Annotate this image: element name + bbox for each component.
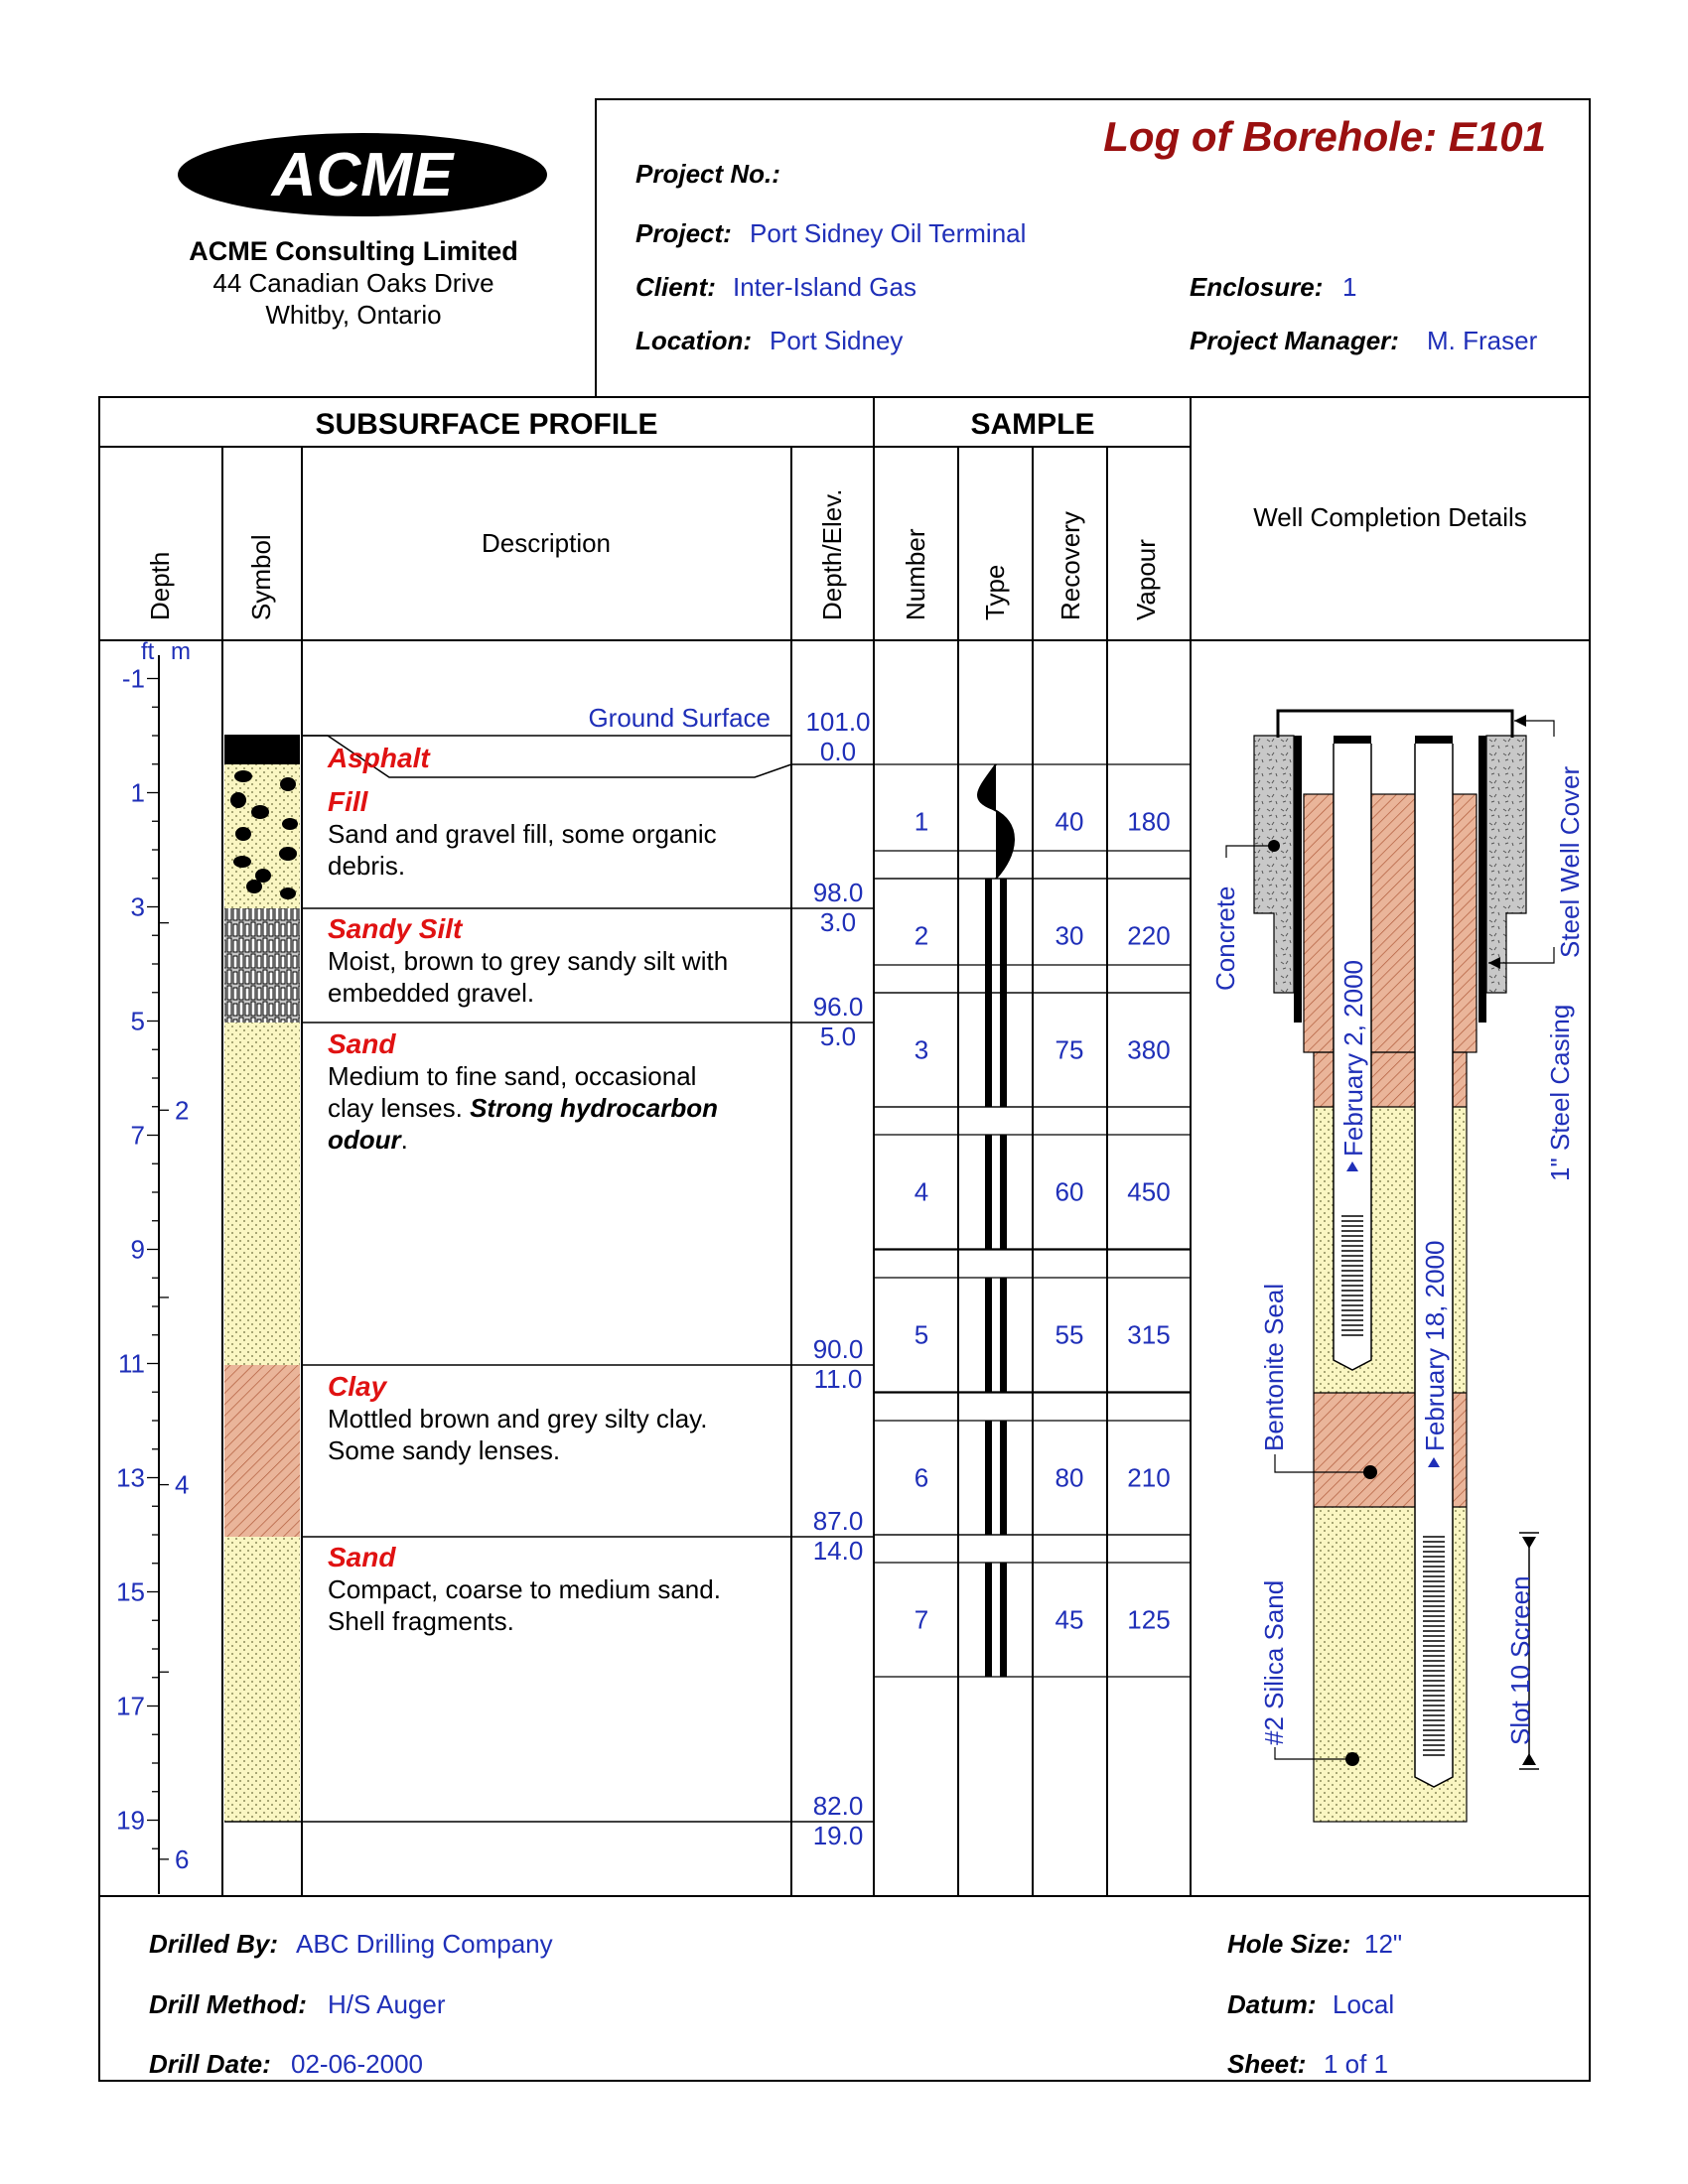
depth-ft-tick: 3 <box>130 891 145 922</box>
m-unit-label: m <box>171 638 191 665</box>
depth-heading: Depth <box>145 551 175 620</box>
company-name: ACME Consulting Limited <box>189 236 518 266</box>
sample-core-mark <box>985 1135 992 1249</box>
depth-ft-tick: 15 <box>116 1576 145 1607</box>
company-block <box>178 133 547 330</box>
slot-screen-label: Slot 10 Screen <box>1505 1575 1535 1745</box>
recovery-heading: Recovery <box>1055 511 1085 620</box>
sample-core-mark <box>985 879 992 993</box>
sample-core-mark <box>985 1278 992 1392</box>
project-value: Port Sidney Oil Terminal <box>750 218 1027 248</box>
layer-desc-line: embedded gravel. <box>328 978 535 1008</box>
layer-desc-bold: Strong hydrocarbon <box>470 1093 718 1123</box>
sample-vapour: 210 <box>1127 1462 1171 1493</box>
layer-bottom-elev: 87.0 <box>812 1506 864 1536</box>
column-headings <box>145 408 1527 620</box>
depth-m-tick: 6 <box>175 1843 190 1874</box>
sample-number: 6 <box>914 1462 929 1493</box>
layer-desc-line <box>328 1093 718 1123</box>
concrete-label: Concrete <box>1210 886 1240 991</box>
sample-recovery: 30 <box>1055 920 1084 951</box>
number-heading: Number <box>901 528 930 620</box>
layer-desc-line: Mottled brown and grey silty clay. <box>328 1404 708 1433</box>
sample-core-mark <box>985 1563 992 1677</box>
layer-top: 3.0 <box>819 907 857 937</box>
depth-ft-tick: 19 <box>116 1805 145 1836</box>
hole-size-value: 12" <box>1364 1929 1403 1959</box>
steel-casing-left <box>1294 736 1302 1023</box>
layer-desc-plain: . <box>400 1125 408 1155</box>
layer-desc-line: Moist, brown to grey sandy silt with <box>328 946 729 976</box>
steel-casing-label: 1" Steel Casing <box>1545 1004 1575 1181</box>
company-address-1: 44 Canadian Oaks Drive <box>212 268 494 298</box>
sample-number: 7 <box>914 1604 929 1635</box>
sample-vapour: 315 <box>1127 1319 1171 1350</box>
steel-casing-right <box>1478 736 1486 1023</box>
sample-number: 5 <box>914 1319 929 1350</box>
footer-block <box>149 1929 1402 2079</box>
enclosure-value: 1 <box>1342 272 1357 302</box>
hole-size-label: Hole Size: <box>1227 1929 1351 1959</box>
sandy-silt-symbol <box>224 908 300 1023</box>
datum-label: Datum: <box>1227 1989 1317 2019</box>
sample-number: 4 <box>914 1176 929 1207</box>
description-heading: Description <box>481 528 612 558</box>
asphalt-symbol <box>224 735 300 764</box>
manager-label: Project Manager: <box>1190 326 1399 355</box>
sheet-value: 1 of 1 <box>1324 2049 1389 2079</box>
vapour-heading: Vapour <box>1131 539 1161 620</box>
sample-number: 1 <box>914 806 929 837</box>
sample-number: 2 <box>914 920 929 951</box>
log-title: Log of Borehole: E101 <box>1103 113 1546 160</box>
layer-desc-line: debris. <box>328 851 406 881</box>
sample-vapour: 450 <box>1127 1176 1171 1207</box>
company-address-2: Whitby, Ontario <box>265 300 442 330</box>
layer-desc-plain: clay lenses. <box>328 1093 471 1123</box>
steel-well-cover-label: Steel Well Cover <box>1555 765 1585 958</box>
project-no-label: Project No.: <box>635 159 780 189</box>
well-heading: Well Completion Details <box>1253 502 1527 532</box>
drilled-by-label: Drilled By: <box>149 1929 279 1959</box>
depth-elev-heading: Depth/Elev. <box>817 488 847 620</box>
layer-name: Sandy Silt <box>328 913 463 944</box>
layer-bottom-elev: 90.0 <box>812 1334 864 1364</box>
sample-recovery: 40 <box>1055 806 1084 837</box>
layer-desc-line: Sand and gravel fill, some organic <box>328 819 717 849</box>
drilled-by-value: ABC Drilling Company <box>296 1929 553 1959</box>
symbol-column <box>224 735 300 1822</box>
concrete-left <box>1254 736 1294 993</box>
sample-recovery: 75 <box>1055 1034 1084 1065</box>
layer-desc-bold: odour <box>328 1125 401 1155</box>
drill-method-label: Drill Method: <box>149 1989 307 2019</box>
layer-name: Clay <box>328 1371 387 1402</box>
client-label: Client: <box>635 272 716 302</box>
sample-recovery: 45 <box>1055 1604 1084 1635</box>
depth-ft-tick: -1 <box>121 663 145 694</box>
datum-value: Local <box>1333 1989 1395 2019</box>
ground-surface-elev: 101.0 <box>805 707 871 737</box>
layer-top: 0.0 <box>819 737 857 766</box>
end-depth: 19.0 <box>812 1821 864 1850</box>
manager-value: M. Fraser <box>1427 326 1538 355</box>
ft-unit-label: ft <box>141 638 155 665</box>
sample-core-mark <box>985 993 992 1107</box>
silica-sand-label: #2 Silica Sand <box>1259 1579 1289 1745</box>
layer-desc-line: Some sandy lenses. <box>328 1435 561 1465</box>
depth-ft-tick: 11 <box>118 1348 145 1379</box>
layer-bottom-elev: 96.0 <box>812 992 864 1022</box>
depth-ft-tick: 17 <box>116 1691 145 1721</box>
subsurface-heading: SUBSURFACE PROFILE <box>315 408 658 441</box>
depth-ft-tick: 5 <box>130 1006 145 1036</box>
sample-recovery: 80 <box>1055 1462 1084 1493</box>
layer-desc-line: Medium to fine sand, occasional <box>328 1061 697 1091</box>
sample-heading: SAMPLE <box>970 408 1095 441</box>
well-completion-diagram <box>1210 711 1585 1822</box>
project-label: Project: <box>635 218 732 248</box>
sample-recovery: 60 <box>1055 1176 1084 1207</box>
depth-ft-tick: 9 <box>130 1234 145 1265</box>
layer-top: 14.0 <box>812 1536 864 1566</box>
sample-recovery: 55 <box>1055 1319 1084 1350</box>
client-value: Inter-Island Gas <box>733 272 916 302</box>
depth-m-tick: 2 <box>175 1095 190 1126</box>
water-level-2-label: February 18, 2000 <box>1420 1240 1450 1451</box>
description-column <box>224 703 874 1850</box>
layer-name: Fill <box>328 786 368 817</box>
clay-symbol <box>224 1365 300 1537</box>
sample-vapour: 180 <box>1127 806 1171 837</box>
sample-vapour: 380 <box>1127 1034 1171 1065</box>
layer-desc-line: Shell fragments. <box>328 1606 514 1636</box>
layer-bottom-elev: 82.0 <box>812 1791 864 1821</box>
depth-ft-tick: 13 <box>116 1462 145 1493</box>
drill-date-label: Drill Date: <box>149 2049 271 2079</box>
layer-bottom-elev: 98.0 <box>812 878 864 907</box>
depth-m-tick: 4 <box>175 1469 190 1500</box>
header-box <box>596 99 1590 397</box>
sheet-label: Sheet: <box>1227 2049 1307 2079</box>
depth-ft-tick: 1 <box>130 777 145 808</box>
drill-method-value: H/S Auger <box>328 1989 446 2019</box>
layer-desc-line: Compact, coarse to medium sand. <box>328 1574 721 1604</box>
layer-name: Asphalt <box>328 743 430 773</box>
bentonite-seal-label: Bentonite Seal <box>1259 1283 1289 1451</box>
drill-date-value: 02-06-2000 <box>291 2049 423 2079</box>
location-label: Location: <box>635 326 752 355</box>
layer-top: 5.0 <box>819 1022 857 1051</box>
sample-number: 3 <box>914 1034 929 1065</box>
type-heading: Type <box>980 564 1010 620</box>
sample-vapour: 220 <box>1127 920 1171 951</box>
layer-name: Sand <box>328 1542 396 1572</box>
location-value: Port Sidney <box>770 326 904 355</box>
water-level-1-label: February 2, 2000 <box>1338 959 1368 1157</box>
logo-text: ACME <box>271 141 454 209</box>
layer-top: 11.0 <box>813 1364 863 1394</box>
sample-vapour: 125 <box>1127 1604 1171 1635</box>
depth-scale <box>116 638 191 1894</box>
depth-ft-tick: 7 <box>130 1120 145 1151</box>
concrete-right <box>1486 736 1526 993</box>
sand-2-symbol <box>224 1537 300 1822</box>
ground-surface-label: Ground Surface <box>588 703 771 733</box>
enclosure-label: Enclosure: <box>1190 272 1324 302</box>
sample-core-mark <box>985 1421 992 1535</box>
layer-desc-line <box>328 1125 408 1155</box>
symbol-heading: Symbol <box>246 534 276 620</box>
layer-name: Sand <box>328 1028 396 1059</box>
steel-well-cover <box>1278 711 1512 738</box>
sand-symbol <box>224 1023 300 1365</box>
